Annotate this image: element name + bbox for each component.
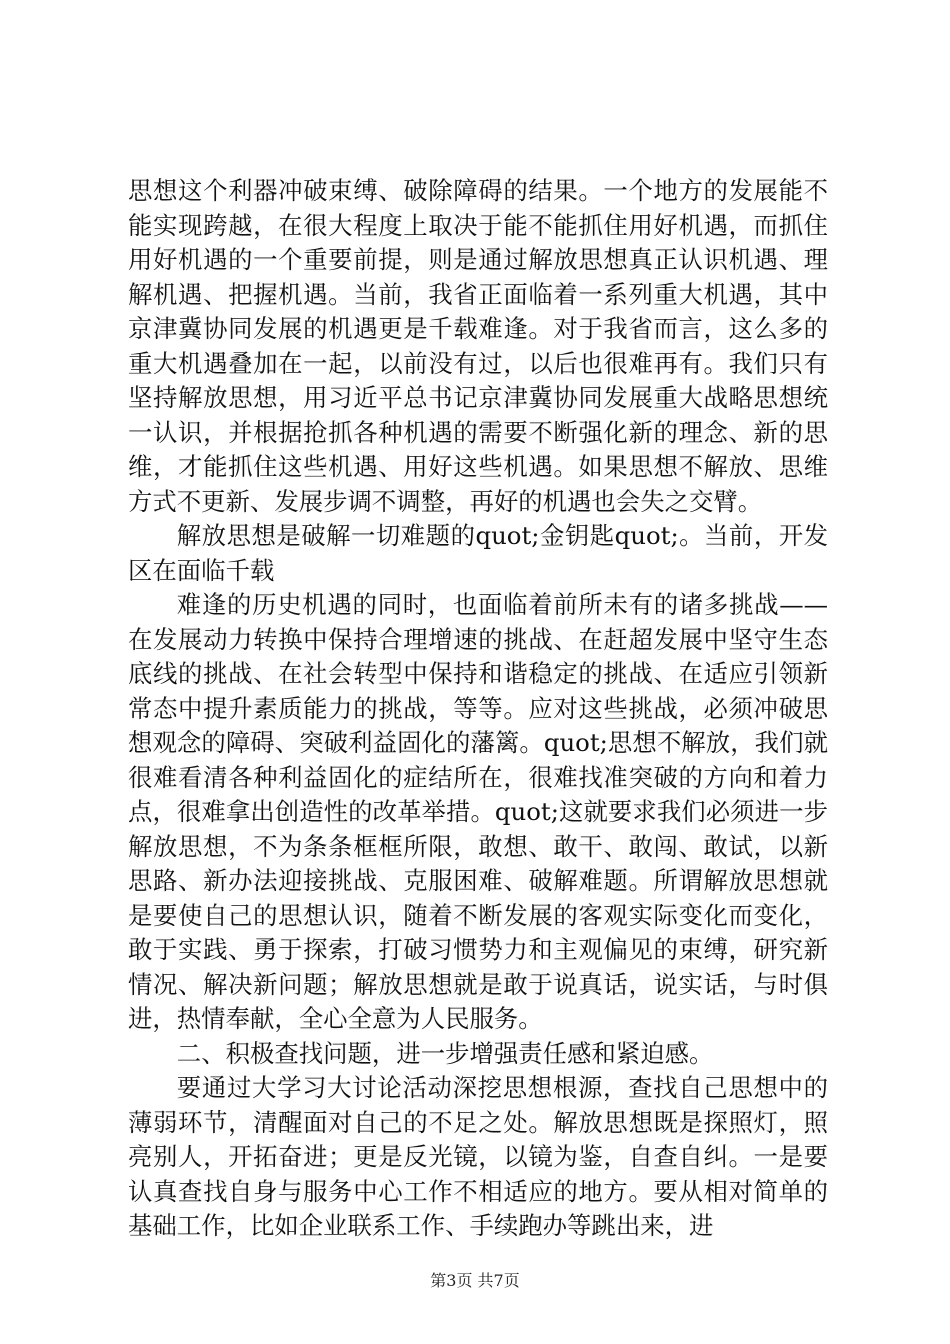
paragraph-1: 思想这个利器冲破束缚、破除障碍的结果。一个地方的发展能不能实现跨越，在很大程度上取决于能不能抓住用好机遇，而抓住用好机遇的一个重要前提，则是通过解放思想真正认识机遇、理解机遇、把握机遇。当前，我省正面临着一系列重大机遇，其中京津冀协同发展的机遇更是千载难逢。对于我省而言，这么多的重大机遇叠加在一起，以前没有过，以后也很难再有。我们只有坚持解放思想，用习近平总书记京津冀协同发展重大战略思想统一认识，并根据抢抓各种机遇的需要不断强化新的理念、新的思维，才能抓住这些机遇、用好这些机遇。如果思想不解放、思维方式不更新、发展步调不调整，再好的机遇也会失之交臂。 — [128, 176, 828, 516]
paragraph-3: 难逢的历史机遇的同时，也面临着前所未有的诸多挑战——在发展动力转换中保持合理增速的挑战、在赶超发展中坚守生态底线的挑战、在社会转型中保持和谐稳定的挑战、在适应引领新常态中提升素质能力的挑战，等等。应对这些挑战，必须冲破思想观念的障碍、突破利益固化的藩篱。quot;思想不解放，我们就很难看清各种利益固化的症结所在，很难找准突破的方向和着力点，很难拿出创造性的改革举措。quot;这就要求我们必须进一步解放思想，不为条条框框所限，敢想、敢干、敢闯、敢试，以新思路、新办法迎接挑战、克服困难、破解难题。所谓解放思想就是要使自己的思想认识，随着不断发展的客观实际变化而变化，敢于实践、勇于探索，打破习惯势力和主观偏见的束缚，研究新情况、解决新问题；解放思想就是敢于说真话，说实话，与时俱进，热情奉献，全心全意为人民服务。 — [128, 590, 828, 1033]
paragraph-2: 解放思想是破解一切难题的quot;金钥匙quot;。当前，开发区在面临千载 — [128, 521, 828, 585]
paragraph-4: 要通过大学习大讨论活动深挖思想根源，查找自己思想中的薄弱环节，清醒面对自己的不足之处。解放思想既是探照灯，照亮别人，开拓奋进；更是反光镜，以镜为鉴，自查自纠。一是要认真查找自身与服务中心工作不相适应的地方。要从相对简单的基础工作，比如企业联系工作、手续跑办等跳出来，进 — [128, 1073, 828, 1240]
document-body — [128, 174, 828, 1244]
page-number-footer: 第3页 共7页 — [430, 1271, 520, 1290]
section-heading: 二、积极查找问题，进一步增强责任感和紧迫感。 — [176, 1038, 714, 1068]
